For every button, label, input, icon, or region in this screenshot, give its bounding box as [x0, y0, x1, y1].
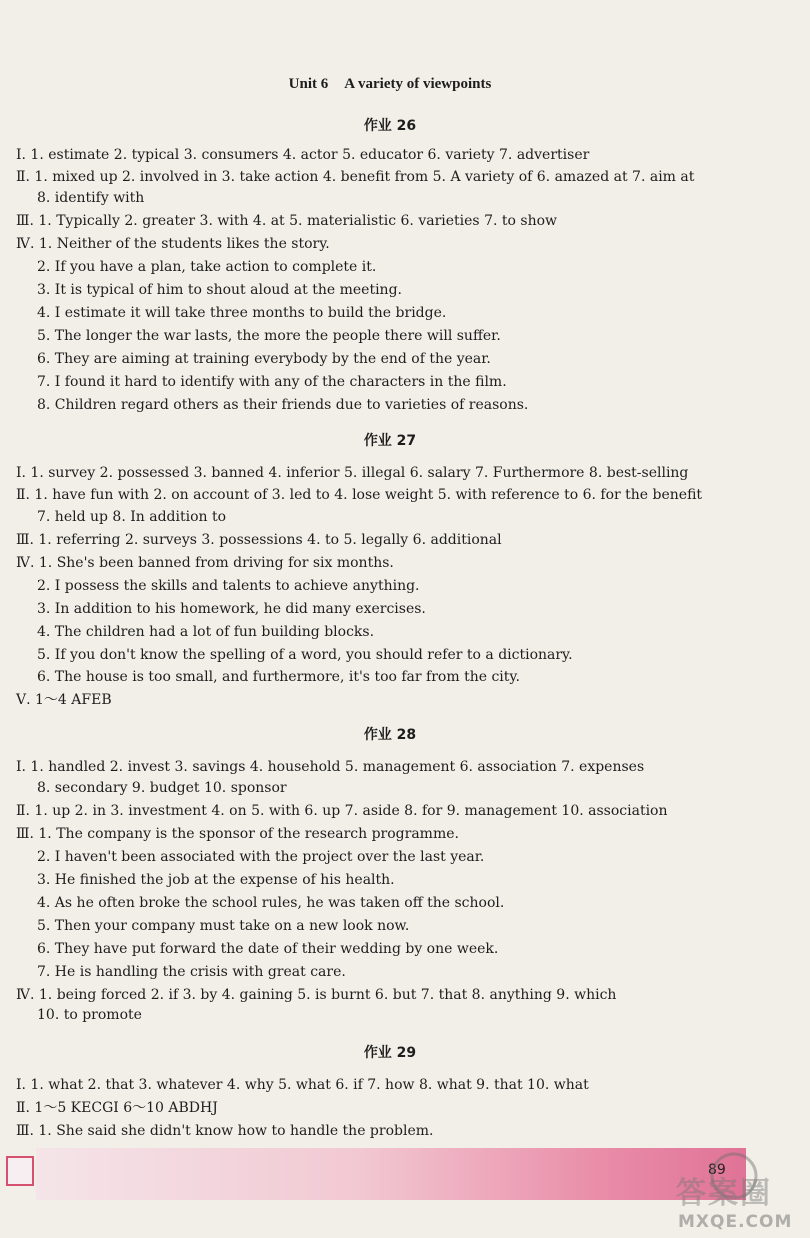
answer-line: 10. to promote [37, 1007, 142, 1023]
answer-line: 6. They have put forward the date of their wedding by one week. [37, 941, 499, 957]
unit-title [0, 76, 780, 93]
answer-line: 7. held up 8. In addition to [37, 509, 227, 525]
answer-line: 4. The children had a lot of fun building blocks. [37, 624, 375, 640]
footer-bar [36, 1148, 746, 1200]
page-number: 89 [708, 1162, 726, 1178]
answer-line: Ⅳ. 1. being forced 2. if 3. by 4. gaining 5. is burnt 6. but 7. that 8. anything 9. which [16, 987, 617, 1003]
answer-line: 2. If you have a plan, take action to complete it. [37, 259, 377, 275]
answer-line: 3. He finished the job at the expense of his health. [37, 872, 395, 888]
answer-line: 7. I found it hard to identify with any of the characters in the film. [37, 374, 507, 390]
answer-line: 6. They are aiming at training everybody by the end of the year. [37, 351, 491, 367]
answer-line: 7. He is handling the crisis with great care. [37, 964, 346, 980]
answer-line: Ⅰ. 1. handled 2. invest 3. savings 4. household 5. management 6. association 7. expenses [16, 759, 645, 775]
answer-line: Ⅲ. 1. Typically 2. greater 3. with 4. at 5. materialistic 6. varieties 7. to show [16, 213, 557, 229]
watermark-url: MXQE.COM [678, 1212, 793, 1232]
answer-line: Ⅰ. 1. what 2. that 3. whatever 4. why 5. what 6. if 7. how 8. what 9. that 10. what [16, 1077, 589, 1093]
answer-line: 8. Children regard others as their friends due to varieties of reasons. [37, 397, 529, 413]
homework-heading: 作业 28 [363, 727, 417, 743]
watermark-mark: 答案圈 [676, 1176, 772, 1211]
answer-line: 5. The longer the war lasts, the more the people there will suffer. [37, 328, 501, 344]
homework-heading: 作业 26 [363, 118, 417, 134]
unit-number: Unit 6 [288, 76, 329, 92]
footer-box [6, 1156, 34, 1186]
answer-line: Ⅱ. 1. mixed up 2. involved in 3. take action 4. benefit from 5. A variety of 6. amazed at 7. aim at [16, 169, 695, 185]
answer-line: 4. As he often broke the school rules, he was taken off the school. [37, 895, 505, 911]
answer-line: 5. Then your company must take on a new look now. [37, 918, 410, 934]
homework-heading: 作业 29 [363, 1045, 417, 1061]
answer-line: 8. secondary 9. budget 10. sponsor [37, 780, 287, 796]
answer-line: 5. If you don't know the spelling of a word, you should refer to a dictionary. [37, 647, 573, 663]
answer-line: Ⅰ. 1. survey 2. possessed 3. banned 4. inferior 5. illegal 6. salary 7. Furthermore 8. best-selling [16, 465, 689, 481]
answer-line: 2. I haven't been associated with the project over the last year. [37, 849, 485, 865]
homework-heading: 作业 27 [363, 433, 417, 449]
answer-line: 2. I possess the skills and talents to achieve anything. [37, 578, 420, 594]
unit-topic: A variety of viewpoints [344, 76, 492, 92]
answer-line: Ⅲ. 1. The company is the sponsor of the research programme. [16, 826, 459, 842]
answer-line: 8. identify with [37, 190, 145, 206]
answer-line: Ⅲ. 1. She said she didn't know how to handle the problem. [16, 1123, 434, 1139]
answer-line: Ⅳ. 1. Neither of the students likes the story. [16, 236, 330, 252]
answer-line: 3. It is typical of him to shout aloud at the meeting. [37, 282, 402, 298]
answer-line: Ⅰ. 1. estimate 2. typical 3. consumers 4. actor 5. educator 6. variety 7. advertiser [16, 147, 590, 163]
answer-line: Ⅴ. 1～4 AFEB [16, 692, 112, 708]
answer-line: 3. In addition to his homework, he did many exercises. [37, 601, 426, 617]
answer-line: Ⅱ. 1. have fun with 2. on account of 3. led to 4. lose weight 5. with reference to 6. for the benefit [16, 487, 703, 503]
answer-line: Ⅱ. 1～5 KECGI 6～10 ABDHJ [16, 1100, 218, 1116]
answer-line: 4. I estimate it will take three months to build the bridge. [37, 305, 447, 321]
answer-line: Ⅳ. 1. She's been banned from driving for six months. [16, 555, 394, 571]
answer-line: Ⅲ. 1. referring 2. surveys 3. possessions 4. to 5. legally 6. additional [16, 532, 502, 548]
answer-line: 6. The house is too small, and furthermore, it's too far from the city. [37, 669, 520, 685]
answer-line: Ⅱ. 1. up 2. in 3. investment 4. on 5. with 6. up 7. aside 8. for 9. management 10. association [16, 803, 668, 819]
